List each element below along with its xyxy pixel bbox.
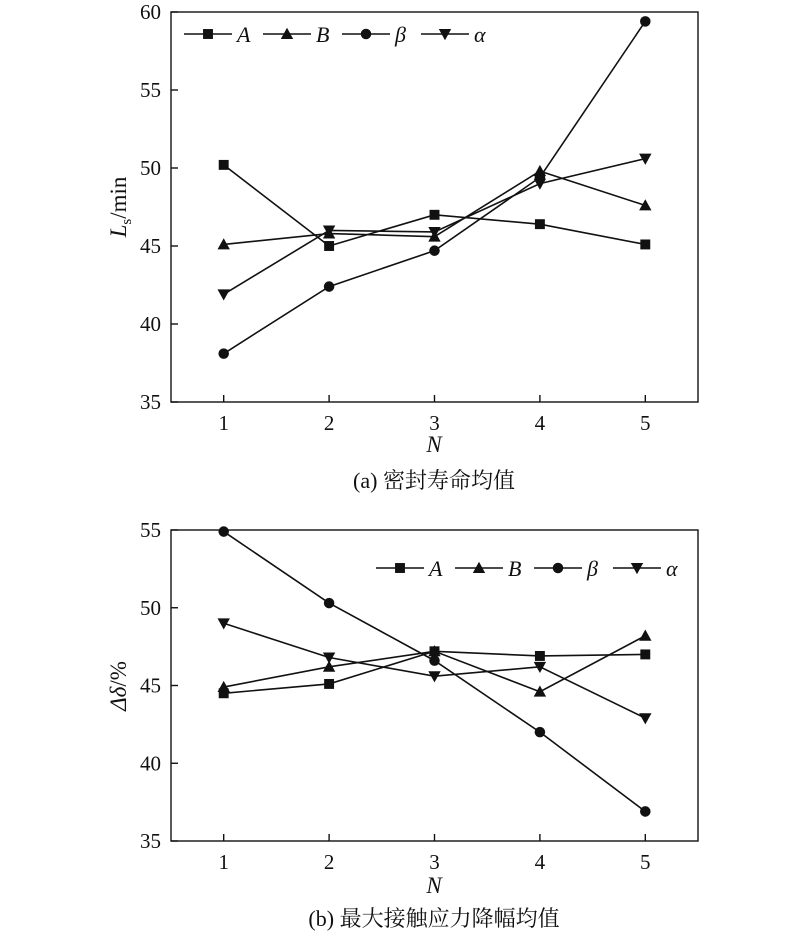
chart-b-legend-a-label: A <box>429 556 443 581</box>
chart-a-x-tick-label-5: 5 <box>640 411 651 435</box>
chart-a-x-tick-label-4: 4 <box>534 411 546 435</box>
chart-b-legend-beta-label: β <box>587 556 598 581</box>
chart-b-y-tick-label-55: 55 <box>140 518 161 542</box>
chart-b-legend-a-marker <box>395 563 405 573</box>
chart-b-series-beta-point-4 <box>535 727 546 738</box>
chart-a-y-axis-title <box>106 176 135 238</box>
chart-b-y-ticks <box>140 518 178 853</box>
chart-b-legend-beta-marker <box>553 563 564 574</box>
chart-b-legend <box>376 556 678 581</box>
chart-a-series-alpha-point-1 <box>218 289 230 300</box>
chart-a-legend-beta-marker <box>361 29 372 40</box>
chart-a-series-a-point-4 <box>535 219 545 229</box>
chart-a-series-alpha-point-4 <box>534 179 546 190</box>
chart-a-y-axis-unit: /min <box>106 176 131 219</box>
chart-a-x-tick-label-2: 2 <box>323 411 335 435</box>
chart-a-series-beta-line <box>224 21 646 353</box>
chart-a-caption: (a) 密封寿命均值 <box>353 468 515 493</box>
chart-b-y-tick-label-45: 45 <box>140 673 161 698</box>
chart-b-series-a-point-2 <box>324 679 334 689</box>
chart-b-series-b-point-5 <box>639 630 651 641</box>
chart-a-legend <box>184 22 486 47</box>
chart-b-y-tick-label-35: 35 <box>140 829 161 853</box>
chart-a-series-beta-point-2 <box>324 281 335 292</box>
chart-b-x-tick-label-2: 2 <box>323 850 335 874</box>
chart-a-series-beta-point-1 <box>218 348 229 359</box>
chart-b-y-tick-label-40: 40 <box>140 751 161 776</box>
chart-b-x-tick-label-3: 3 <box>429 850 440 874</box>
chart-a-life-mean <box>106 0 698 493</box>
chart-b-y-axis-symbol: Δδ <box>106 686 131 711</box>
chart-a-series-alpha-line <box>224 159 646 295</box>
chart-b-series-a-point-4 <box>535 651 545 661</box>
chart-b-y-axis-title <box>106 661 131 712</box>
chart-b-y-tick-label-50: 50 <box>140 595 161 620</box>
chart-a-series-a-point-3 <box>430 210 440 220</box>
chart-b-y-axis-unit: /% <box>106 661 131 687</box>
chart-b-series-alpha-line <box>224 623 646 718</box>
chart-b-x-tick-label-5: 5 <box>640 850 651 874</box>
chart-b-series-b-point-4 <box>534 686 546 697</box>
chart-b-series-beta-point-3 <box>429 655 440 666</box>
chart-b-legend-b-label: B <box>508 556 522 581</box>
chart-b-x-tick-label-1: 1 <box>218 850 229 874</box>
chart-b-legend-alpha-label: α <box>666 556 678 581</box>
chart-a-legend-a-marker <box>203 29 213 39</box>
chart-a-x-ticks <box>218 395 650 435</box>
chart-a-legend-a-label: A <box>237 22 251 47</box>
chart-a-y-tick-label-35: 35 <box>140 390 161 414</box>
chart-a-y-tick-label-40: 40 <box>140 312 161 336</box>
chart-a-series-beta-point-3 <box>429 245 440 256</box>
chart-b-series-beta-point-5 <box>640 806 651 817</box>
chart-a-plot-frame <box>171 12 698 402</box>
chart-a-series-a-point-2 <box>324 241 334 251</box>
chart-a-series-a-point-5 <box>640 239 650 249</box>
chart-a-legend-b-label: B <box>316 22 330 47</box>
chart-b-x-tick-label-4: 4 <box>534 850 546 874</box>
chart-a-y-tick-label-60: 60 <box>140 0 161 24</box>
chart-b-contact-stress-drop-mean <box>106 518 698 931</box>
chart-b-x-ticks <box>218 834 650 874</box>
chart-b-series-alpha-point-5 <box>639 713 651 724</box>
chart-b-caption: (b) 最大接触应力降幅均值 <box>308 906 560 931</box>
chart-a-series-a-point-1 <box>219 160 229 170</box>
chart-b-series-beta-point-1 <box>218 526 229 537</box>
chart-a-legend-alpha-label: α <box>474 22 486 47</box>
chart-a-y-axis-symbol: L <box>106 224 131 238</box>
chart-a-series <box>218 16 652 359</box>
chart-a-y-ticks <box>140 0 178 414</box>
chart-a-y-tick-label-45: 45 <box>140 234 161 258</box>
chart-b-series-a-point-5 <box>640 649 650 659</box>
chart-a-y-axis-subscript: s <box>119 218 135 225</box>
chart-b-series-beta-point-2 <box>324 598 335 609</box>
chart-b-series-alpha-point-3 <box>428 671 440 682</box>
chart-a-x-axis-title: N <box>426 432 442 457</box>
chart-a-x-tick-label-1: 1 <box>218 411 229 435</box>
chart-a-legend-beta-label: β <box>395 22 406 47</box>
chart-b-x-axis-title: N <box>426 873 442 898</box>
chart-a-series-beta-point-5 <box>640 16 651 27</box>
chart-a-y-tick-label-50: 50 <box>140 156 161 180</box>
chart-a-y-tick-label-55: 55 <box>140 78 161 102</box>
chart-a-x-tick-label-3: 3 <box>429 411 440 435</box>
